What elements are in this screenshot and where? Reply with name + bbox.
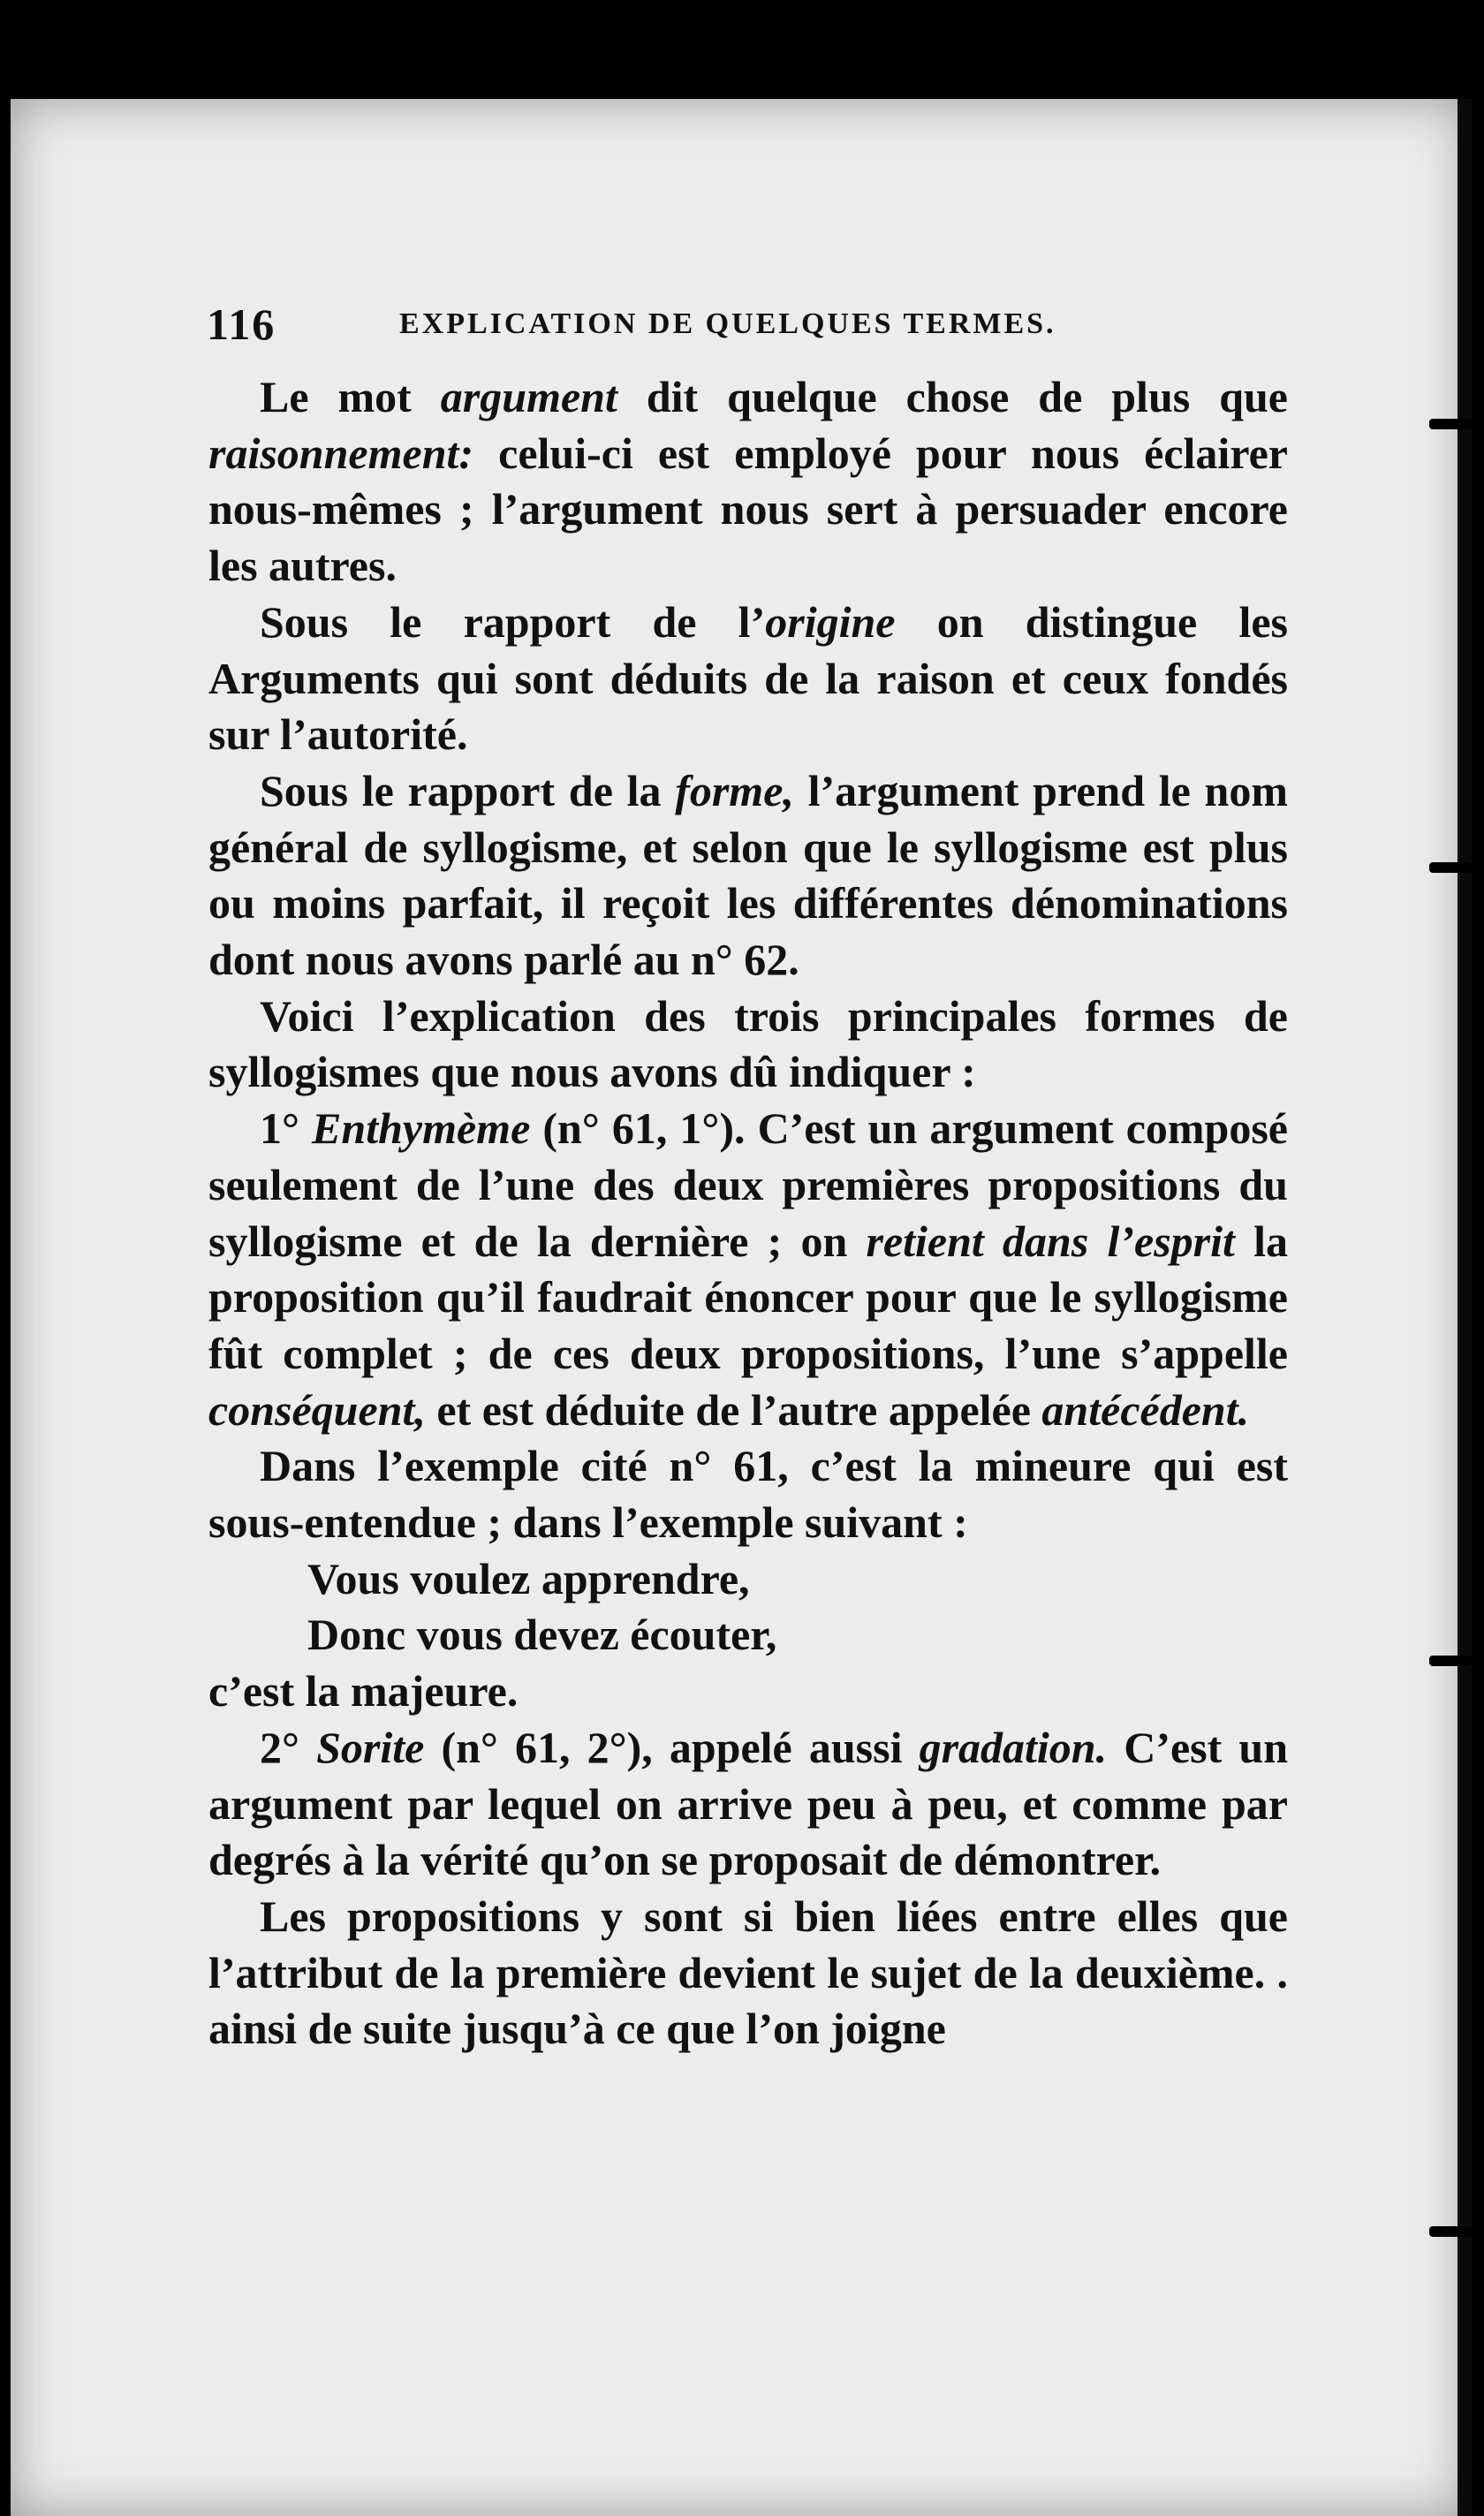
- italic-term: Sorite: [316, 1722, 425, 1772]
- italic-term: forme,: [675, 765, 794, 815]
- binding-stitch: [1429, 1656, 1472, 1666]
- paragraph: [208, 369, 1288, 595]
- text-line: c’est la majeure.: [208, 1666, 519, 1716]
- text-run: (n° 61, 1°). C’est un argument composé seulement de l’une des deux premières propositions du syllogisme et de la dernière ; on: [208, 1103, 1288, 1266]
- text-run: Sous le rapport de l’: [260, 596, 766, 647]
- text-run: la proposition qu’il faudrait énoncer pour que le syllogisme fût complet ; de ces deux propositions, l’une s’appelle: [208, 1216, 1288, 1378]
- page-number: 116: [207, 299, 276, 349]
- text-run: on distingue les Arguments qui sont déduits de la raison et ceux fondés sur l’autorité.: [208, 596, 1288, 760]
- text-run: Dans l’exemple cité n° 61, c’est la mineure qui est sous-entendue ; dans l’exemple suivant :: [208, 1441, 1288, 1548]
- paragraph: [208, 763, 1288, 989]
- text-run: Sous le rapport de la: [260, 765, 676, 815]
- binding-stitch: [1429, 2226, 1472, 2237]
- text-run: 1°: [260, 1103, 313, 1154]
- page-text: [208, 369, 1288, 2058]
- text-run: Le mot: [260, 372, 441, 421]
- verse-line: Donc vous devez écouter,: [307, 1610, 777, 1660]
- text-run: celui-ci est employé pour nous éclairer nous-mêmes ; l’argument nous sert à persuader encore les autres.: [208, 428, 1288, 591]
- running-title: EXPLICATION DE QUELQUES TERMES.: [399, 307, 1056, 340]
- italic-term: raisonnement:: [208, 428, 474, 478]
- binding-stitch: [1429, 862, 1472, 873]
- text-run: dit quelque chose de plus que: [617, 372, 1288, 421]
- running-header: [196, 299, 1300, 353]
- italic-term: origine: [765, 596, 896, 647]
- italic-term: argument: [440, 372, 617, 421]
- text-run: l’argument prend le nom général de syllogisme, et selon que le syllogisme est plus ou moins parfait, il reçoit les différentes dénominations dont nous avons parlé au n° 62.: [208, 765, 1288, 985]
- italic-term: antécédent.: [1041, 1384, 1250, 1435]
- italic-term: gradation.: [919, 1722, 1108, 1772]
- paragraph: [208, 1101, 1288, 1438]
- italic-term: retient dans l’esprit: [866, 1216, 1235, 1266]
- binding-stitch: [1429, 419, 1472, 429]
- text-run: Voici l’explication des trois principales formes de syllogismes que nous avons dû indiquer :: [208, 990, 1288, 1097]
- text-run: C’est un argument par lequel on arrive peu à peu, et comme par degrés à la vérité qu’on se proposait de démontrer.: [208, 1722, 1288, 1885]
- text-run: (n° 61, 2°), appelé aussi: [424, 1722, 920, 1772]
- paragraph: [208, 1438, 1288, 1550]
- paragraph: [208, 989, 1288, 1101]
- binding-gutter: [1458, 99, 1472, 2516]
- text-run: Les propositions y sont si bien liées entre elles que l’attribut de la première devient le sujet de la deuxième. . ainsi de suite jusqu’à ce que l’on joigne: [208, 1891, 1288, 2054]
- italic-term: conséquent,: [208, 1384, 426, 1435]
- text-run: et est déduite de l’autre appelée: [425, 1384, 1042, 1435]
- paragraph: [208, 1720, 1288, 1889]
- verse-line: Vous voulez apprendre,: [307, 1553, 750, 1603]
- paragraph: [208, 595, 1288, 763]
- text-run: 2°: [260, 1722, 317, 1772]
- italic-term: Enthymème: [312, 1103, 531, 1154]
- paragraph: [208, 1889, 1288, 2058]
